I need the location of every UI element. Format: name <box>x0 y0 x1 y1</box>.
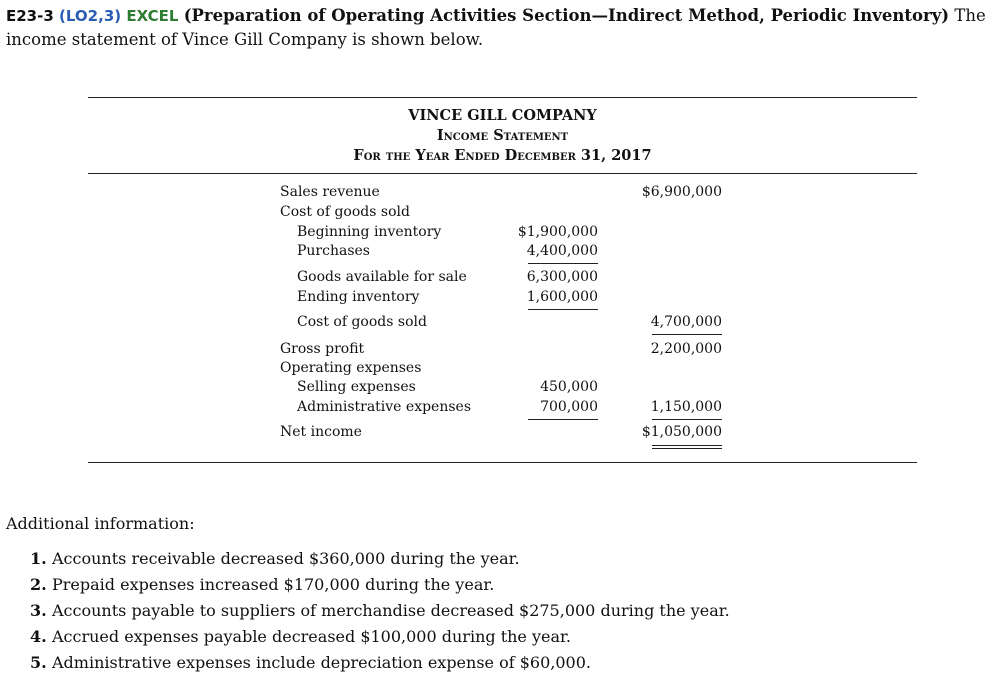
item-text: Administrative expenses include depreciation expense of $60,000. <box>52 653 591 672</box>
statement-name: Income Statement <box>436 127 569 144</box>
exercise-id: E23-3 <box>6 7 54 25</box>
additional-info-heading: Additional information: <box>6 514 195 533</box>
item-number: 5. <box>30 653 47 672</box>
item-number: 2. <box>30 575 47 594</box>
row-label-purchases: Purchases <box>297 243 370 259</box>
row-label-cogs-header: Cost of goods sold <box>280 204 410 220</box>
item-number: 1. <box>30 549 47 568</box>
item-number: 3. <box>30 601 47 620</box>
list-item <box>30 598 730 624</box>
additional-info-list <box>30 546 730 676</box>
value-selling: 450,000 <box>540 379 598 395</box>
value-gross-profit: 2,200,000 <box>650 341 722 357</box>
value-net-income: $1,050,000 <box>641 424 722 440</box>
learning-objectives: (LO2,3) <box>59 7 122 25</box>
item-text: Accounts payable to suppliers of merchandise decreased $275,000 during the year. <box>52 601 730 620</box>
row-label-beginning-inventory: Beginning inventory <box>297 224 442 240</box>
value-goods-available: 6,300,000 <box>526 269 598 285</box>
exercise-title: (Preparation of Operating Activities Section—Indirect Method, Periodic Inventory) <box>183 6 950 25</box>
statement-heading-rule <box>88 173 917 174</box>
value-purchases: 4,400,000 <box>526 243 598 259</box>
double-underline-net-income-1 <box>652 445 722 446</box>
list-item <box>30 546 730 572</box>
row-label-admin: Administrative expenses <box>297 399 472 415</box>
value-beginning-inventory: $1,900,000 <box>517 224 598 240</box>
underline-ending-inventory <box>528 309 598 310</box>
row-label-gross-profit: Gross profit <box>280 341 365 357</box>
value-admin-col2: 1,150,000 <box>650 399 722 415</box>
statement-top-rule <box>88 97 917 98</box>
company-name: VINCE GILL COMPANY <box>408 107 597 124</box>
statement-period: For the Year Ended December 31, 2017 <box>353 147 652 164</box>
underline-admin-col2 <box>652 419 722 420</box>
list-item <box>30 650 730 676</box>
item-number: 4. <box>30 627 47 646</box>
value-cogs: 4,700,000 <box>650 314 722 330</box>
list-item <box>30 572 730 598</box>
underline-admin-col1 <box>528 419 598 420</box>
statement-heading <box>88 106 917 166</box>
value-ending-inventory: 1,600,000 <box>526 289 598 305</box>
list-item <box>30 624 730 650</box>
item-text: Accounts receivable decreased $360,000 during the year. <box>52 549 520 568</box>
underline-cogs <box>652 334 722 335</box>
item-text: Accrued expenses payable decreased $100,000 during the year. <box>52 627 572 646</box>
row-label-sales-revenue: Sales revenue <box>280 184 380 200</box>
excel-tag: EXCEL <box>126 7 179 25</box>
underline-purchases <box>528 263 598 264</box>
row-label-selling: Selling expenses <box>297 379 416 395</box>
row-label-net-income: Net income <box>280 424 362 440</box>
exercise-header <box>6 4 1000 51</box>
row-label-opex-header: Operating expenses <box>280 360 422 376</box>
row-label-ending-inventory: Ending inventory <box>297 289 420 305</box>
exercise-intro: The income statement of Vince Gill Company is shown below. <box>6 6 986 49</box>
item-text: Prepaid expenses increased $170,000 during the year. <box>52 575 495 594</box>
value-sales-revenue: $6,900,000 <box>641 184 722 200</box>
row-label-goods-available: Goods available for sale <box>297 269 467 285</box>
row-label-cogs: Cost of goods sold <box>297 314 427 330</box>
value-admin-col1: 700,000 <box>540 399 598 415</box>
statement-bottom-rule <box>88 462 917 463</box>
double-underline-net-income-2 <box>652 448 722 449</box>
